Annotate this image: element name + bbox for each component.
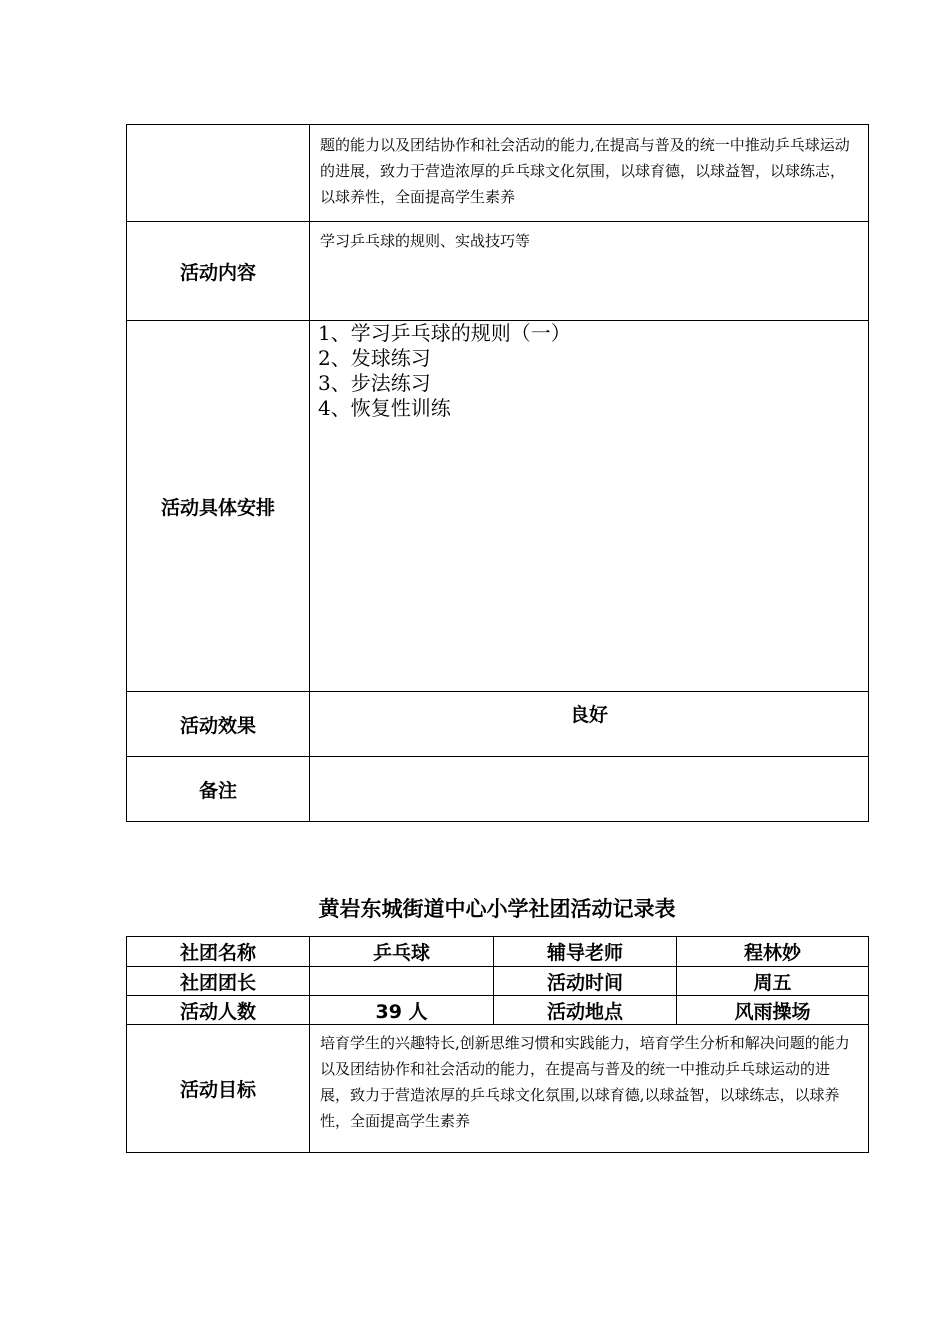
advisor-value: 程林妙 <box>677 937 869 967</box>
record-table-title: 黄岩东城街道中心小学社团活动记录表 <box>318 897 676 921</box>
remarks-value <box>310 757 869 822</box>
effect-label: 活动效果 <box>127 692 310 757</box>
content-label: 活动内容 <box>127 222 310 321</box>
schedule-item: 4、恢复性训练 <box>318 396 451 420</box>
activity-record-table-continued <box>126 124 869 822</box>
location-label: 活动地点 <box>494 996 677 1025</box>
club-name-label: 社团名称 <box>127 937 310 967</box>
goal-text: 培育学生的兴趣特长,创新思维习惯和实践能力，培育学生分析和解决问题的能力以及团结协作和社会活动的能力，在提高与普及的统一中推动乒乓球运动的进展，致力于营造浓厚的乒乓球文化氛围,以球育德,以球益智，以球练志，以球养性，全面提高学生素养 <box>310 1025 869 1153</box>
schedule-item: 3、步法练习 <box>318 371 431 395</box>
count-label: 活动人数 <box>127 996 310 1025</box>
goal-text-continued: 题的能力以及团结协作和社会活动的能力,在提高与普及的统一中推动乒乓球运动的进展，致力于营造浓厚的乒乓球文化氛围，以球育德，以球益智，以球练志，以球养性，全面提高学生素养 <box>310 125 869 222</box>
schedule-label: 活动具体安排 <box>127 321 310 692</box>
schedule-list <box>310 321 869 692</box>
time-value: 周五 <box>677 967 869 996</box>
activity-record-table <box>126 936 869 1153</box>
effect-value: 良好 <box>310 692 869 757</box>
club-name-value: 乒乓球 <box>310 937 494 967</box>
schedule-item: 1、学习乒乓球的规则（一） <box>318 321 571 345</box>
schedule-item: 2、发球练习 <box>318 346 431 370</box>
content-text: 学习乒乓球的规则、实战技巧等 <box>310 222 869 321</box>
count-value: 39 人 <box>310 996 494 1025</box>
leader-value <box>310 967 494 996</box>
goal-label-cell-empty <box>127 125 310 222</box>
advisor-label: 辅导老师 <box>494 937 677 967</box>
leader-label: 社团团长 <box>127 967 310 996</box>
location-value: 风雨操场 <box>677 996 869 1025</box>
goal-label: 活动目标 <box>127 1025 310 1153</box>
remarks-label: 备注 <box>127 757 310 822</box>
time-label: 活动时间 <box>494 967 677 996</box>
